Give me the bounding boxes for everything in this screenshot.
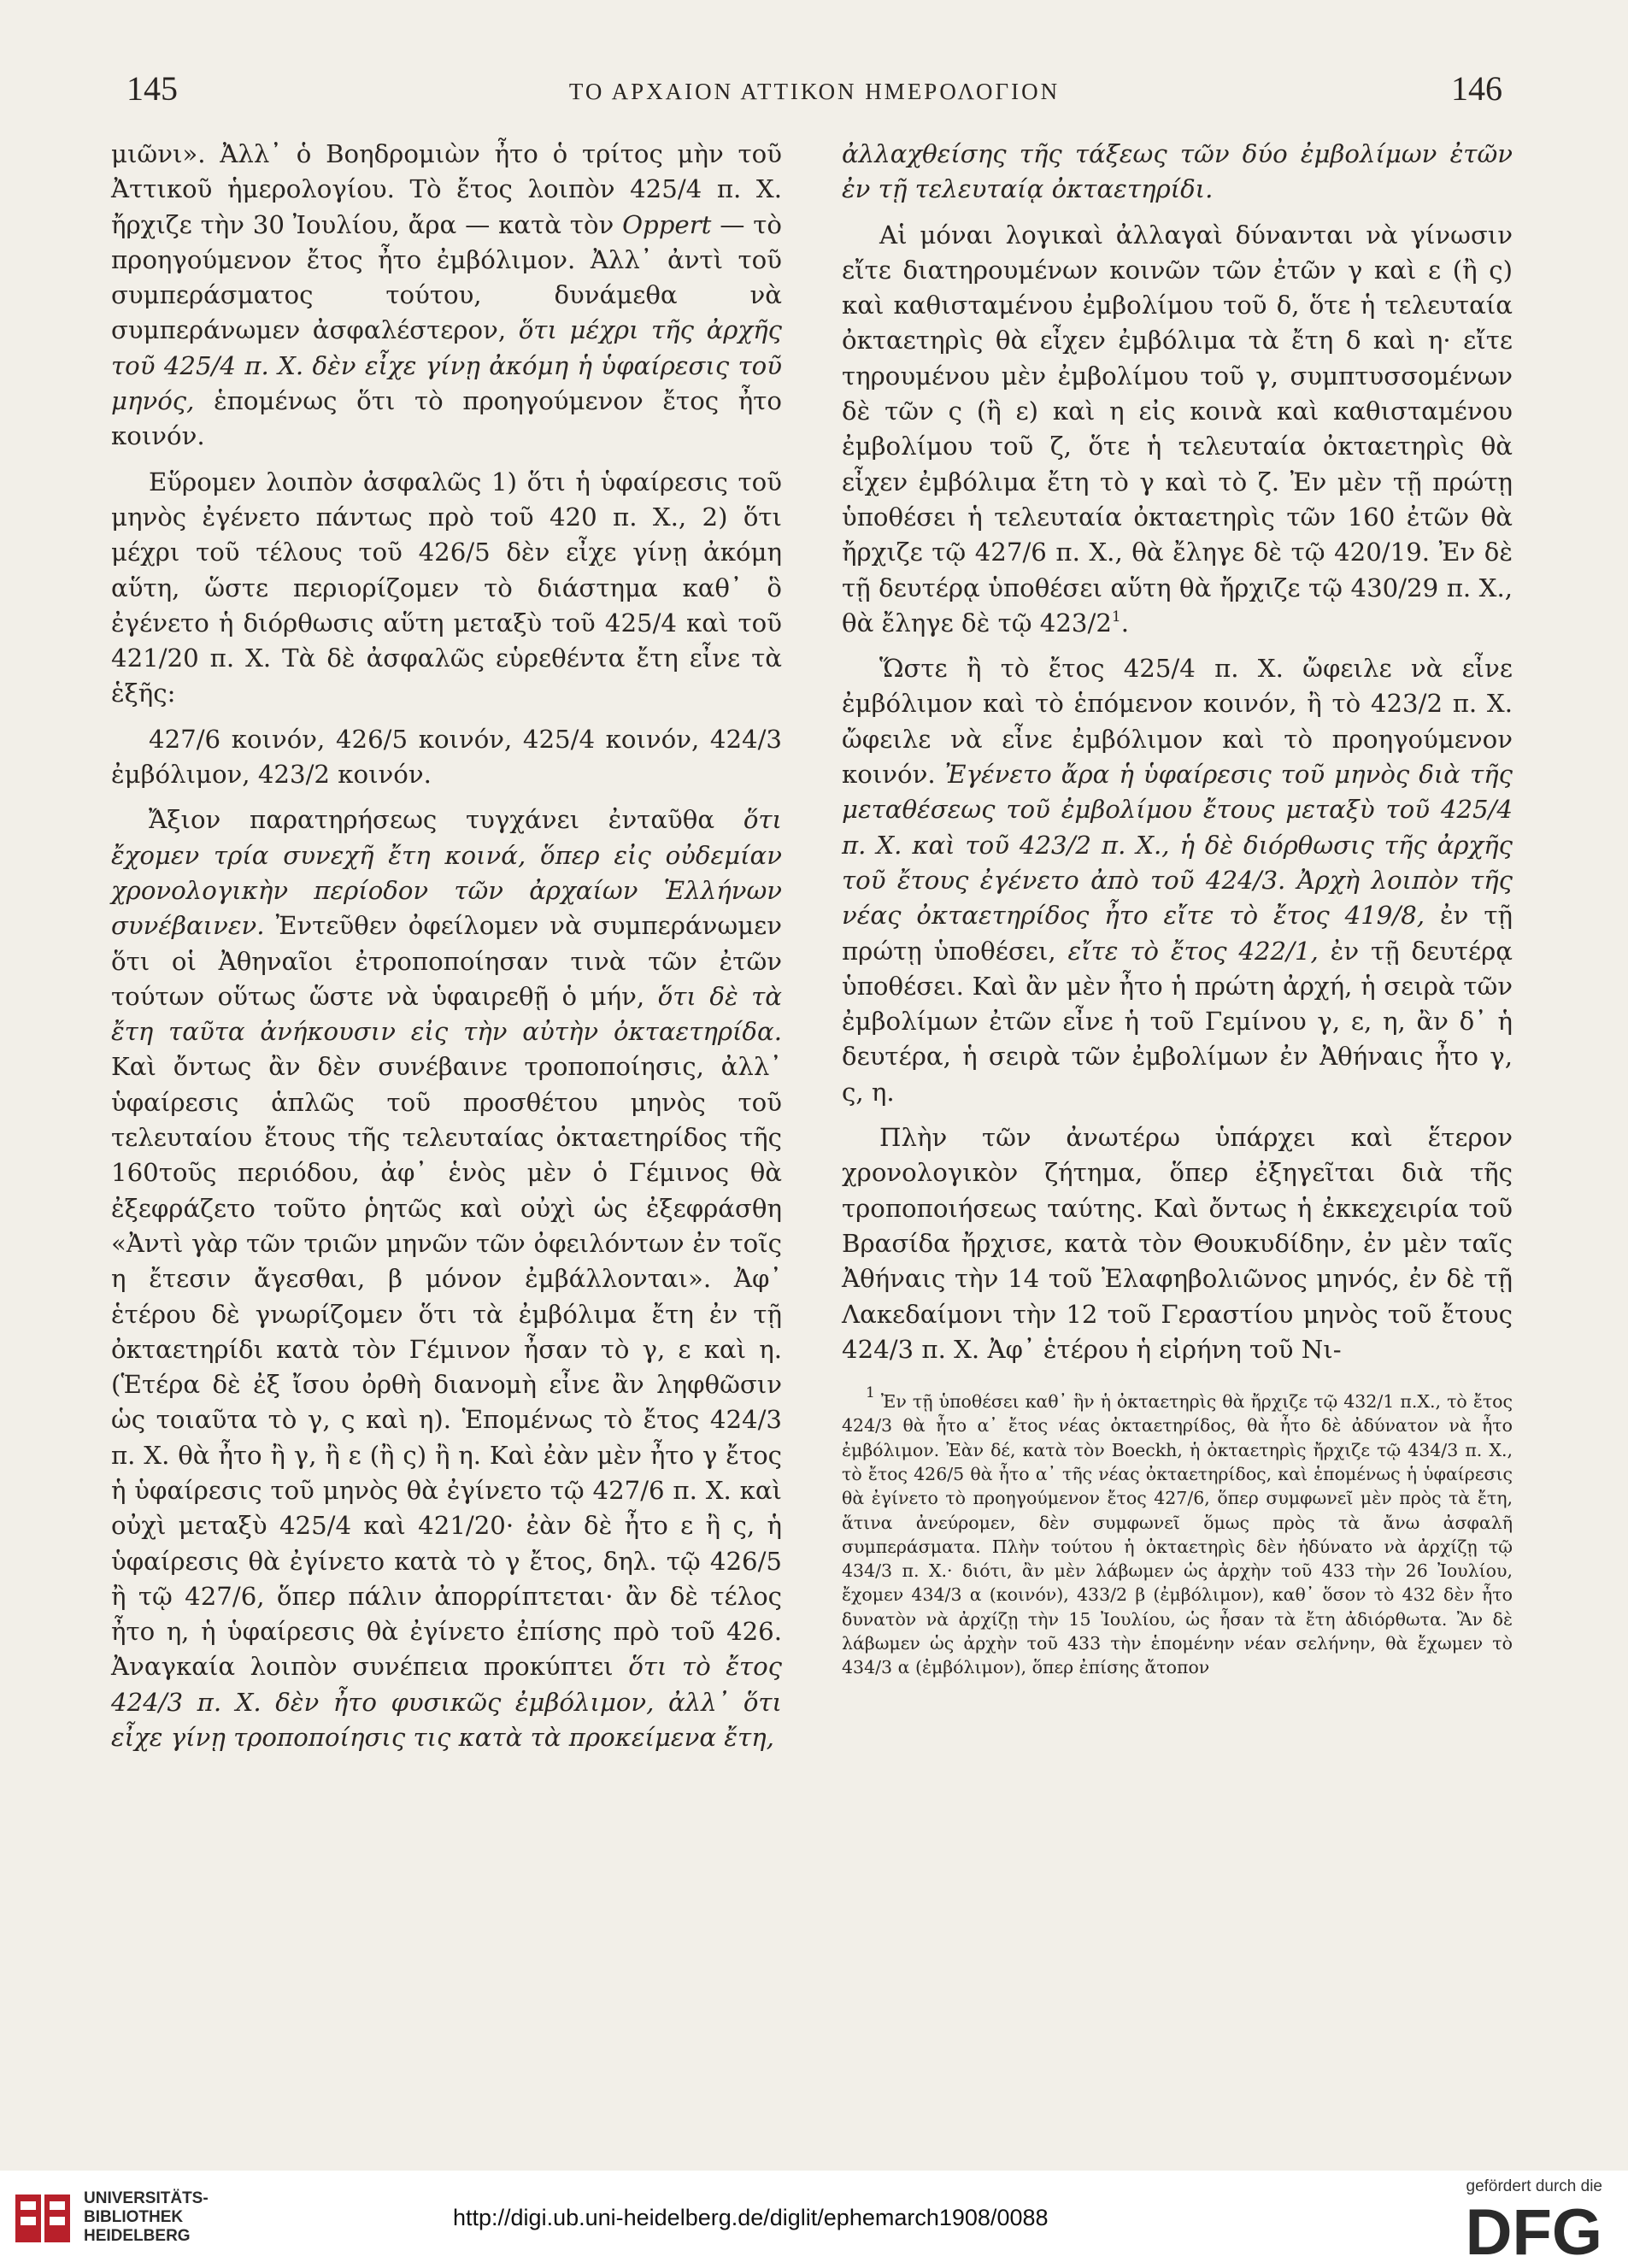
footnote-mark: 1 — [866, 1384, 875, 1402]
paragraph: Ὥστε ἢ τὸ ἔτος 425/4 π. Χ. ὤφειλε νὰ εἶνε ἐμβόλιμον καὶ τὸ ἑπόμενον κοινόν, ἢ τὸ 423/2 π. Χ. ὤφειλε νὰ εἶνε ἐμβόλιμον καὶ τὸ προηγούμενον κοινόν. Ἐγένετο ἄρα ἡ ὑφαίρεσις τοῦ μηνὸς διὰ τῆς μεταθέσεως τοῦ ἐμβολίμου ἔτους μεταξὺ τοῦ 425/4 π. Χ. καὶ τοῦ 423/2 π. Χ., ἡ δὲ διόρθωσις τῆς ἀρχῆς τοῦ ἔτους ἐγένετο ἀπὸ τοῦ 424/3. Ἀρχὴ λοιπὸν τῆς νέας ὀκταετηρίδος ἦτο εἴτε τὸ ἔτος 419/8, ἐν τῇ πρώτῃ ὑποθέσει, εἴτε τὸ ἔτος 422/1, ἐν τῇ δευτέρᾳ ὑποθέσει. Καὶ ἂν μὲν ἦτο ἡ πρώτη ἀρχή, ἡ σειρὰ τῶν ἐμβολίμων ἐτῶν εἶνε ἡ τοῦ Γεμίνου γ, ε, η, ἂν δ᾽ ἡ δευτέρα, ἡ σειρὰ τῶν ἐμβολίμων ἐν Ἀθήναις ἦτο γ, ς, η. — [842, 654, 1513, 1107]
library-name: UNIVERSITÄTS- BIBLIOTHEK HEIDELBERG — [84, 2189, 209, 2245]
paragraph: Πλὴν τῶν ἀνωτέρω ὑπάρχει καὶ ἕτερον χρονολογικὸν ζήτημα, ὅπερ ἐξηγεῖται διὰ τῆς τροποποιήσεως ταύτης. Καὶ ὄντως ἡ ἐκκεχειρία τοῦ Βρασίδα ἤρχισε, κατὰ τὸν Θουκυδίδην, ἐν μὲν ταῖς Ἀθήναις τὴν 14 τοῦ Ἐλαφηβολιῶνος μηνός, ἐν δὲ τῇ Λακεδαίμονι τὴν 12 τοῦ Γεραστίου μηνὸς τοῦ ἔτους 424/3 π. Χ. Ἀφ᾽ ἑτέρου ἡ εἰρήνη τοῦ Νι- — [842, 1123, 1513, 1364]
running-title: ΤΟ ΑΡΧΑΙΟΝ ΑΤΤΙΚΟΝ ΗΜΕΡΟΛΟΓΙΟΝ — [568, 79, 1061, 104]
paragraph: Αἱ μόναι λογικαὶ ἀλλαγαὶ δύνανται νὰ γίνωσιν εἴτε διατηρουμένων κοινῶν τῶν ἐτῶν γ καὶ ε (ἢ ς) καὶ καθισταμένου ἐμβολίμου τοῦ δ, ὅτε ἡ τελευταία ὀκταετηρὶς θὰ εἶχεν ἐμβόλιμα τὰ ἔτη δ καὶ η· εἴτε τηρουμένου μὲν ἐμβολίμου τοῦ γ, συμπτυσσομένων δὲ τῶν ς (ἢ ε) καὶ η εἰς κοινὰ καὶ καθισταμένου ἐμβολίμου τοῦ ζ, ὅτε ἡ τελευταία ὀκταετηρὶς θὰ εἶχεν ἐμβόλιμα ἔτη τὸ γ καὶ τὸ ζ. Ἐν μὲν τῇ πρώτῃ ὑποθέσει ἡ τελευταία ὀκταετηρὶς τῶν 160 ἐτῶν θὰ ἤρχιζε τῷ 427/6 π. Χ., θὰ ἔληγε δὲ τῷ 420/19. Ἐν δὲ τῇ δευτέρᾳ ὑποθέσει αὕτη θὰ ἤρχιζε τῷ 430/29 π. Χ., θὰ ἔληγε δὲ τῷ $423/2^1$. — [842, 220, 1513, 638]
permalink[interactable]: http://digi.ub.uni-heidelberg.de/diglit/ephemarch1908/0088 — [453, 2205, 1049, 2230]
page-number-right: 146 — [1451, 69, 1502, 108]
paragraph: Ἄξιον παρατηρήσεως τυγχάνει ἐνταῦθα ὅτι ἔχομεν τρία συνεχῆ ἔτη κοινά, ὅπερ εἰς οὐδεμίαν χρονολογικὴν περίοδον τῶν ἀρχαίων Ἑλλήνων συνέβαινεν. Ἐντεῦθεν ὀφείλομεν νὰ συμπεράνωμεν ὅτι οἱ Ἀθηναῖοι ἐτροποποίησαν τινὰ τῶν ἐτῶν τούτων οὕτως ὥστε νὰ ὑφαιρεθῇ ὁ μήν, ὅτι δὲ τὰ ἔτη ταῦτα ἀνήκουσιν εἰς τὴν αὐτὴν ὀκταετηρίδα. Καὶ ὄντως ἂν δὲν συνέβαινε τροποποίησις, ἀλλ᾽ ὑφαίρεσις ἁπλῶς τοῦ προσθέτου μηνὸς τοῦ τελευταίου ἔτους τῆς τελευταίας ὀκταετηρίδος τῆς 160τοῦς περιόδου, ἀφ᾽ ἑνὸς μὲν ὁ Γέμινος θὰ ἐξεφράζετο τοῦτο ῥητῶς καὶ οὐχὶ ὡς ἐξεφράσθη «Ἀντὶ γὰρ τῶν τριῶν μηνῶν τῶν ὀφειλόντων ἐν τοῖς η ἔτεσιν ἄγεσθαι, β μόνον ἐμβάλλονται». Ἀφ᾽ ἑτέρου δὲ γνωρίζομεν ὅτι τὰ ἐμβόλιμα ἔτη ἐν τῇ ὀκταετηρίδι κατὰ τὸν Γέμινον ἦσαν τὸ γ, ε καὶ η. (Ἑτέρα δὲ ἐξ ἴσου ὀρθὴ διανομὴ εἶνε ἂν ληφθῶσιν ὡς τοιαῦτα τὸ γ, ς καὶ η). Ἑπομένως τὸ ἔτος 424/3 π. Χ. θὰ ἦτο ἢ γ, ἢ ε (ἢ ς) ἢ η. Καὶ ἐὰν μὲν ἦτο γ ἔτος ἡ ὑφαίρεσις τοῦ μηνὸς θὰ ἐγίνετο τῷ 427/6 π. Χ. καὶ οὐχὶ μεταξὺ 425/4 καὶ 421/20· ἐὰν δὲ ἦτο ε ἢ ς, ἡ ὑφαίρεσις θὰ ἐγίνετο κατὰ τὸ γ ἔτος, δηλ. τῷ 426/5 ἢ τῷ 427/6, ὅπερ πάλιν ἀπορρίπτεται· ἂν δὲ τέλος ἦτο η, ἡ ὑφαίρεσις θὰ ἐγίνετο ἐπίσης πρὸ τοῦ 426. Ἀναγκαία λοιπὸν συνέπεια προκύπτει ὅτι τὸ ἔτος 424/3 π. Χ. δὲν ἦτο φυσικῶς ἐμβόλιμον, ἀλλ᾽ ὅτι εἶχε γίνῃ τροποποίησις τις κατὰ τὰ προκείμενα ἔτη, — [111, 805, 782, 1753]
footnote: $^1$ Ἐν τῇ ὑποθέσει καθ᾽ ἣν ἡ ὀκταετηρὶς θὰ ἤρχιζε τῷ 432/1 π.Χ., τὸ ἔτος 424/3 θὰ ἦτο α᾽ ἔτος νέας ὀκταετηρίδος, θὰ ἦτο δὲ ἀδύνατον νὰ ἦτο ἐμβόλιμον. Ἐὰν δέ, κατὰ τὸν Boeckh, ἡ ὀκταετηρὶς ἤρχιζε τῷ 434/3 π. Χ., τὸ ἔτος 426/5 θὰ ἦτο α᾽ τῆς νέας ὀκταετηρίδος, καὶ ἑπομένως ἡ ὑφαίρεσις θὰ ἐγίνετο τὸ προηγούμενον ἔτος 427/6, ὅπερ συμφωνεῖ μὲν πρὸς τὰ ἔτη, ἅτινα ἀνεύρομεν, δὲν συμφωνεῖ ὅμως πρὸς τὰ ἄνω ἀσφαλῆ συμπεράσματα. Πλὴν τούτου ἡ ὀκταετηρὶς δὲν ἠδύνατο νὰ ἀρχίζῃ τῷ 434/3 π. Χ.· διότι, ἂν μὲν λάβωμεν ὡς ἀρχὴν τοῦ 433 τὴν 26 Ἰουλίου, ἔχομεν 434/3 α (κοινόν), 433/2 β (ἐμβόλιμον), καθ᾽ ὅσον τὸ 432 δὲν ἦτο δυνατὸν νὰ ἀρχίζῃ τὴν 15 Ἰουλίου, ὡς ἦσαν τὰ ἔτη ἀδιόρθωτα. Ἂν δὲ λάβωμεν ὡς ἀρχὴν τοῦ 433 τὴν ἑπομένην νέαν σελήνην, θὰ ἔχωμεν τὸ 434/3 α (ἐμβόλιμον), ὅπερ ἐπίσης ἄτοπον — [842, 1384, 1513, 1678]
svg-text:DFG: DFG — [1465, 2200, 1602, 2259]
footer-bar — [0, 2171, 1628, 2268]
running-head — [126, 68, 1502, 120]
page-number-left: 145 — [126, 69, 178, 108]
left-column — [111, 137, 782, 1755]
year-list: 427/6 κοινόν, 426/5 κοινόν, 425/4 κοινόν, 424/3 ἐμβόλιμον, 423/2 κοινόν. — [111, 724, 782, 790]
footnote-ref: 1 — [1111, 608, 1121, 626]
funded-by-label: gefördert durch die — [1466, 2177, 1602, 2195]
paragraph: μιῶνι». Ἀλλ᾽ ὁ Βοηδρομιὼν ἦτο ὁ τρίτος μὴν τοῦ Ἀττικοῦ ἡμερολογίου. Τὸ ἔτος λοιπὸν 425/4 π. Χ. ἤρχιζε τὴν 30 Ἰουλίου, ἄρα — κατὰ τὸν Oppert — τὸ προηγούμενον ἔτος ἦτο ἐμβόλιμον. Ἀλλ᾽ ἀντὶ τοῦ συμπεράσματος τούτου, δυνάμεθα νὰ συμπεράνωμεν ἀσφαλέστερον, ὅτι μέχρι τῆς ἀρχῆς τοῦ 425/4 π. Χ. δὲν εἶχε γίνῃ ἀκόμη ἡ ὑφαίρεσις τοῦ μηνός, ἑπομένως ὅτι τὸ προηγούμενον ἔτος ἦτο κοινόν. — [111, 139, 782, 451]
dfg-logo — [1431, 2200, 1602, 2259]
right-column — [842, 137, 1513, 1680]
university-library-logo — [12, 2189, 73, 2247]
paragraph: ἀλλαχθείσης τῆς τάξεως τῶν δύο ἐμβολίμων ἐτῶν ἐν τῇ τελευταίᾳ ὀκταετηρίδι. — [842, 139, 1513, 204]
paragraph: Εὕρομεν λοιπὸν ἀσφαλῶς 1) ὅτι ἡ ὑφαίρεσις τοῦ μηνὸς ἐγένετο πάντως πρὸ τοῦ 420 π. Χ., 2) ὅτι μέχρι τοῦ τέλους τοῦ 426/5 δὲν εἶχε γίνῃ ἀκόμη αὕτη, ὥστε περιορίζομεν τὸ διάστημα καθ᾽ ὃ ἐγένετο ἡ διόρθωσις αὕτη μεταξὺ τοῦ 425/4 καὶ τοῦ 421/20 π. Χ. Τὰ δὲ ἀσφαλῶς εὑρεθέντα ἔτη εἶνε τὰ ἑξῆς: — [111, 467, 782, 708]
